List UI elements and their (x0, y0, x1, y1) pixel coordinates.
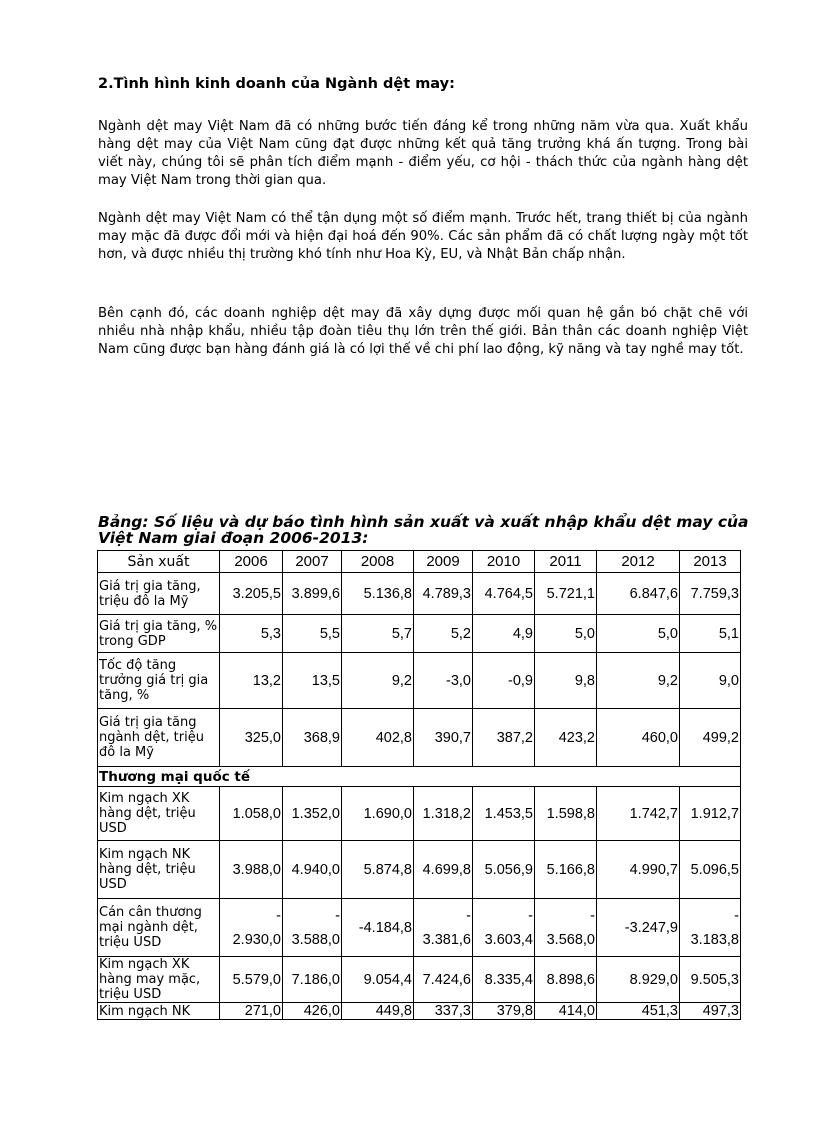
table-header-row (98, 551, 741, 573)
table-cell: 8.898,6 (535, 957, 597, 1003)
table-cell: 5.874,8 (342, 841, 414, 899)
negative-value (284, 908, 340, 948)
table-cell: 5,5 (283, 615, 342, 653)
paragraph-strengths: Ngành dệt may Việt Nam có thể tận dụng một số điểm mạnh. Trước hết, trang thiết bị của ngành may mặc đã được đổi mới và hiện đại hoá đến 90%. Các sản phẩm đã có chất lượng ngày một tốt hơn, và được nhiều thị trường khó tính như Hoa Kỳ, EU, và Nhật Bản chấp nhận. (98, 211, 748, 262)
table-cell: 3.205,5 (220, 573, 283, 615)
table-cell: 1.352,0 (283, 787, 342, 841)
cell-value: 2.930,0 (232, 931, 281, 948)
negative-value (415, 908, 471, 948)
table-cell: 379,8 (473, 1003, 535, 1020)
row-label: Tốc độ tăng trưởng giá trị gia tăng, % (98, 653, 220, 709)
minus-sign: - (335, 907, 340, 924)
table-cell: 5,0 (597, 615, 680, 653)
paragraph-relations: Bên cạnh đó, các doanh nghiệp dệt may đã xây dựng được mối quan hệ gắn bó chặt chẽ với nhiều nhà nhập khẩu, nhiều tập đoàn tiêu thụ lớn trên thế giới. Bản thân các doanh nghiệp Việt Nam cũng được bạn hàng đánh giá là có lợi thế về chi phí lao động, kỹ năng và tay nghề may tốt. (98, 306, 748, 357)
table-cell: 1.912,7 (680, 787, 741, 841)
table-cell: 7.186,0 (283, 957, 342, 1003)
table-cell: 497,3 (680, 1003, 741, 1020)
year-header: 2009 (414, 551, 473, 573)
cell-value: 3.381,6 (422, 931, 471, 948)
table-cell: 271,0 (220, 1003, 283, 1020)
table-cell: 390,7 (414, 709, 473, 767)
table-row (98, 841, 741, 899)
section-heading: 2.Tình hình kinh doanh của Ngành dệt may: (98, 76, 455, 92)
negative-value (221, 908, 281, 948)
row-label: Kim ngạch NK (98, 1003, 220, 1020)
table-cell: 9,8 (535, 653, 597, 709)
table-cell: 5.721,1 (535, 573, 597, 615)
table-cell (535, 899, 597, 957)
table-cell (680, 899, 741, 957)
table-cell: 5,3 (220, 615, 283, 653)
table-cell: 5,1 (680, 615, 741, 653)
table-cell: 337,3 (414, 1003, 473, 1020)
negative-value (681, 908, 739, 948)
table-cell: 4,9 (473, 615, 535, 653)
table-cell: 9.054,4 (342, 957, 414, 1003)
table-cell: 9,2 (342, 653, 414, 709)
cell-value: 3.603,4 (484, 931, 533, 948)
negative-value (536, 908, 595, 948)
table-cell: 1.598,8 (535, 787, 597, 841)
table-cell: 4.990,7 (597, 841, 680, 899)
table-cell: 460,0 (597, 709, 680, 767)
table-row (98, 1003, 741, 1020)
year-header: 2008 (342, 551, 414, 573)
minus-sign: - (734, 907, 739, 924)
table-caption: Bảng: Số liệu và dự báo tình hình sản xuất và xuất nhập khẩu dệt may của Việt Nam giai đoạn 2006-2013: (98, 513, 749, 547)
section-row-trade (98, 767, 741, 787)
table-cell: 5.136,8 (342, 573, 414, 615)
table-cell: 1.690,0 (342, 787, 414, 841)
table-cell: 4.940,0 (283, 841, 342, 899)
table-cell: 5,7 (342, 615, 414, 653)
cell-value: 3.568,0 (546, 931, 595, 948)
table-row (98, 709, 741, 767)
table-cell: 9,0 (680, 653, 741, 709)
year-header: 2011 (535, 551, 597, 573)
year-header: 2013 (680, 551, 741, 573)
table-cell: 325,0 (220, 709, 283, 767)
table-cell: 402,8 (342, 709, 414, 767)
table-cell: 5.056,9 (473, 841, 535, 899)
table-cell: 368,9 (283, 709, 342, 767)
table-cell: 449,8 (342, 1003, 414, 1020)
cell-value: 3.588,0 (291, 931, 340, 948)
table-cell: -3,0 (414, 653, 473, 709)
table-row (98, 957, 741, 1003)
textile-statistics-table (97, 550, 741, 1020)
table-cell: 7.759,3 (680, 573, 741, 615)
table-cell: 1.742,7 (597, 787, 680, 841)
table-cell: 5,0 (535, 615, 597, 653)
year-header: 2006 (220, 551, 283, 573)
table-cell: 1.058,0 (220, 787, 283, 841)
table-cell: 8.335,4 (473, 957, 535, 1003)
table-cell (220, 899, 283, 957)
table-cell: 4.699,8 (414, 841, 473, 899)
table-cell: 6.847,6 (597, 573, 680, 615)
table-cell: 414,0 (535, 1003, 597, 1020)
row-label: Kim ngạch XK hàng dệt, triệu USD (98, 787, 220, 841)
table-row (98, 787, 741, 841)
table-cell: 3.899,6 (283, 573, 342, 615)
table-cell: 9,2 (597, 653, 680, 709)
row-label: Kim ngạch XK hàng may mặc, triệu USD (98, 957, 220, 1003)
table-cell (473, 899, 535, 957)
table-row (98, 573, 741, 615)
year-header: 2012 (597, 551, 680, 573)
year-header: 2007 (283, 551, 342, 573)
minus-sign: - (528, 907, 533, 924)
table-cell: 4.789,3 (414, 573, 473, 615)
table-cell: -4.184,8 (342, 899, 414, 957)
minus-sign: - (276, 907, 281, 924)
table-cell: 4.764,5 (473, 573, 535, 615)
table-cell: 5.579,0 (220, 957, 283, 1003)
table-cell: 9.505,3 (680, 957, 741, 1003)
table-cell: 5,2 (414, 615, 473, 653)
table-cell: 8.929,0 (597, 957, 680, 1003)
table-cell: 1.318,2 (414, 787, 473, 841)
table-cell: 451,3 (597, 1003, 680, 1020)
table-cell: 1.453,5 (473, 787, 535, 841)
row-label: Giá trị gia tăng, triệu đô la Mỹ (98, 573, 220, 615)
table-cell (283, 899, 342, 957)
table-cell: 13,5 (283, 653, 342, 709)
row-label: Cán cân thương mại ngành dệt, triệu USD (98, 899, 220, 957)
table-row (98, 615, 741, 653)
table-cell: -0,9 (473, 653, 535, 709)
table-body (98, 551, 741, 1020)
minus-sign: - (466, 907, 471, 924)
table-row (98, 653, 741, 709)
minus-sign: - (590, 907, 595, 924)
table-cell: 13,2 (220, 653, 283, 709)
section-label: Thương mại quốc tế (98, 767, 741, 787)
table-cell: 5.166,8 (535, 841, 597, 899)
table-cell: 5.096,5 (680, 841, 741, 899)
table-row (98, 899, 741, 957)
table-cell: 387,2 (473, 709, 535, 767)
table-cell: 423,2 (535, 709, 597, 767)
row-label: Giá trị gia tăng ngành dệt, triệu đô la Mỹ (98, 709, 220, 767)
cell-value: 3.183,8 (690, 931, 739, 948)
paragraph-intro: Ngành dệt may Việt Nam đã có những bước tiến đáng kể trong những năm vừa qua. Xuất khẩu hàng dệt may của Việt Nam cũng đạt được những kết quả tăng trưởng khá ấn tượng. Trong bài viết này, chúng tôi sẽ phân tích điểm mạnh - điểm yếu, cơ hội - thách thức của ngành hàng dệt may Việt Nam trong thời gian qua. (98, 119, 748, 188)
row-label: Giá trị gia tăng, % trong GDP (98, 615, 220, 653)
header-label: Sản xuất (98, 551, 220, 573)
negative-value (474, 908, 533, 948)
row-label: Kim ngạch NK hàng dệt, triệu USD (98, 841, 220, 899)
table-cell: 3.988,0 (220, 841, 283, 899)
table-cell: 7.424,6 (414, 957, 473, 1003)
table-cell: -3.247,9 (597, 899, 680, 957)
year-header: 2010 (473, 551, 535, 573)
table-cell (414, 899, 473, 957)
table-cell: 426,0 (283, 1003, 342, 1020)
table-cell: 499,2 (680, 709, 741, 767)
